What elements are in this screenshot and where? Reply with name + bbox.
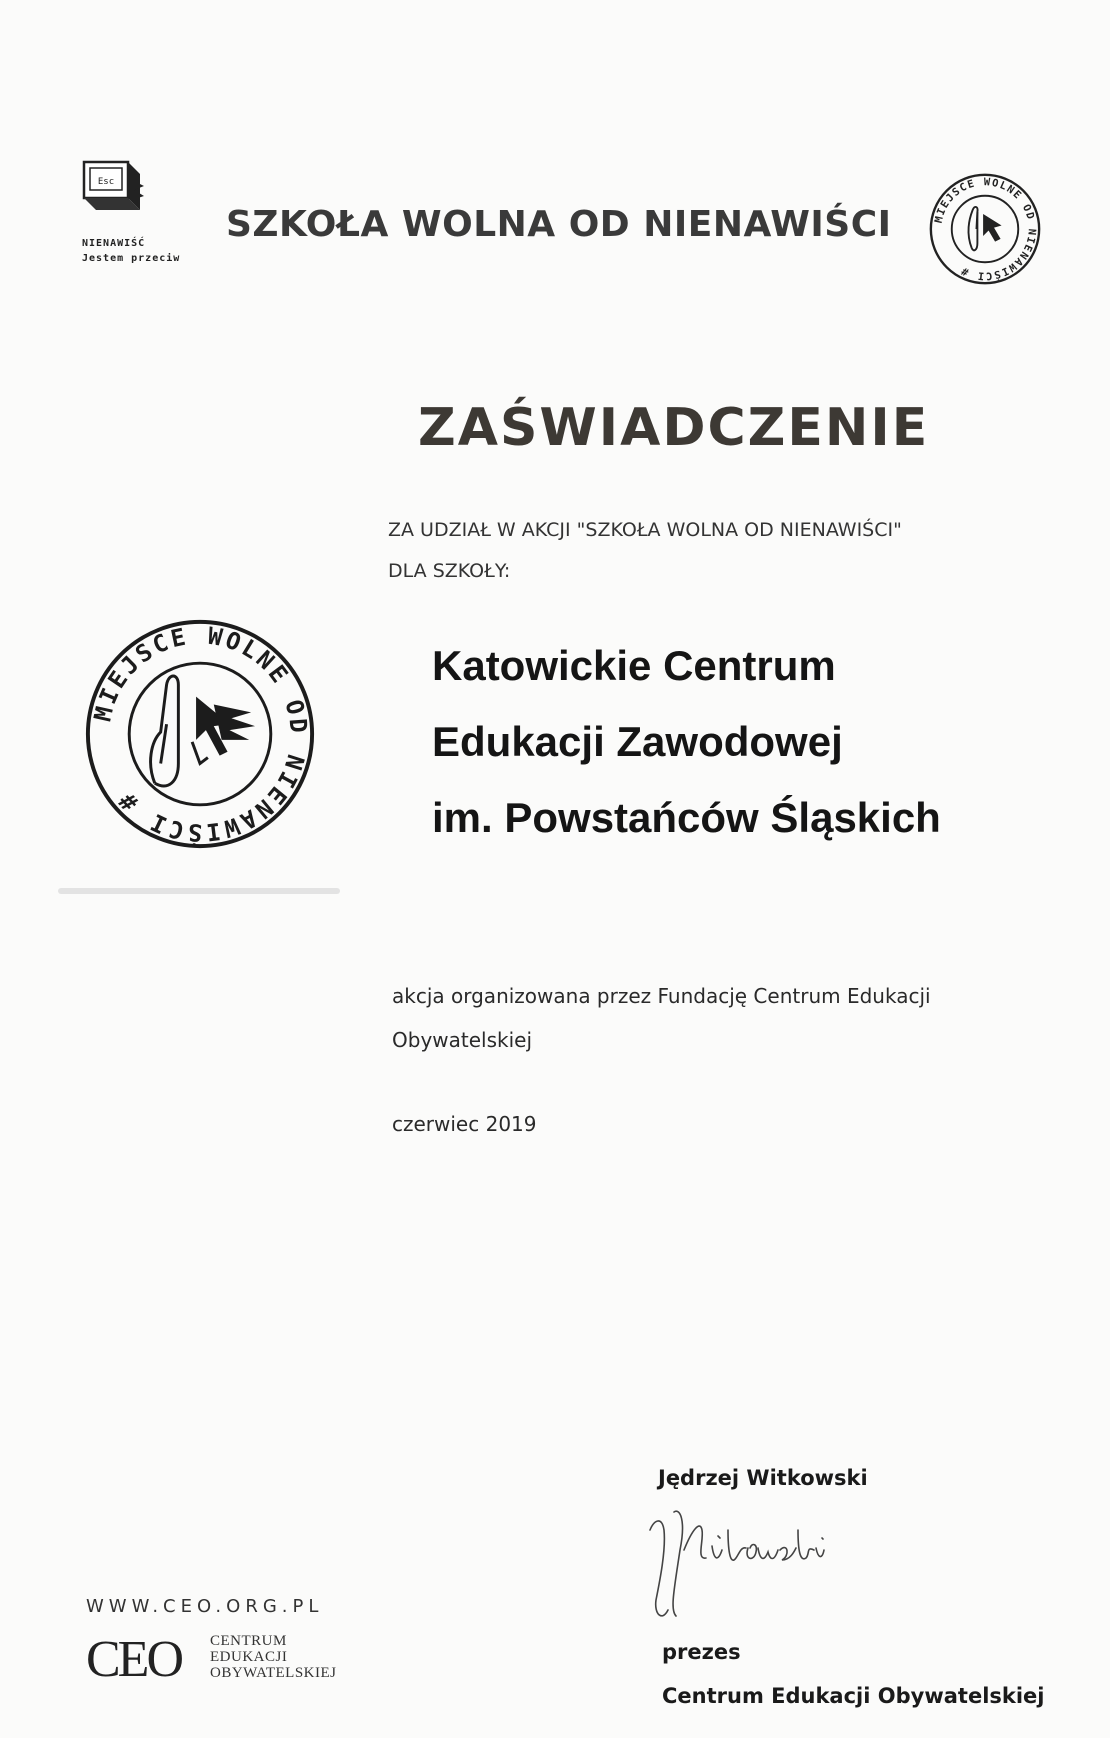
signer-role: prezes [662, 1640, 741, 1664]
esc-key-label: Esc [97, 177, 115, 187]
document-title: ZAŚWIADCZENIE [418, 398, 930, 458]
signer-organization: Centrum Edukacji Obywatelskiej [662, 1684, 1045, 1708]
handwritten-signature [640, 1490, 860, 1630]
ceo-logo [86, 1630, 346, 1690]
school-name-line-1: Katowickie Centrum [432, 642, 836, 689]
hand-cursor-stamp-icon [151, 676, 255, 786]
ceo-logo-line-2: EDUKACJI [210, 1649, 288, 1665]
stamp-small-ring-text: MIEJSCE WOLNE OD NIENAWIŚCI # [932, 176, 1038, 282]
ceo-logo-line-3: OBYWATELSKIEJ [210, 1665, 337, 1681]
stamp-underline-divider [58, 888, 340, 894]
esc-caption-line1: NIENAWIŚĆ [82, 238, 146, 249]
organizer-line-1: akcja organizowana przez Fundację Centrum Edukacji [392, 984, 931, 1008]
award-line-1: ZA UDZIAŁ W AKCJI "SZKOŁA WOLNA OD NIENAWIŚCI" [388, 519, 902, 541]
header-title: SZKOŁA WOLNA OD NIENAWIŚCI [226, 204, 892, 245]
organizer-line-2: Obywatelskiej [392, 1028, 533, 1052]
school-name-line-2: Edukacji Zawodowej [432, 718, 843, 765]
issue-date: czerwiec 2019 [392, 1112, 537, 1136]
stamp-large-ring-text: MIEJSCE WOLNE OD NIENAWIŚCI # [88, 621, 313, 847]
stamp-small [928, 172, 1042, 286]
award-line-2: DLA SZKOŁY: [388, 560, 511, 582]
school-name-line-3: im. Powstańców Śląskich [432, 794, 941, 841]
ceo-logo-line-1: CENTRUM [210, 1633, 287, 1649]
ceo-logo-mark: CEO [86, 1631, 181, 1688]
hand-cursor-stamp-icon [968, 207, 999, 250]
esc-nienawisc-logo [82, 160, 202, 280]
esc-caption-line2: Jestem przeciw [82, 253, 181, 264]
signer-name: Jędrzej Witkowski [658, 1466, 868, 1490]
ceo-website-url: WWW.CEO.ORG.PL [86, 1596, 324, 1617]
stamp-large [82, 616, 318, 852]
esc-key-icon [82, 160, 144, 216]
